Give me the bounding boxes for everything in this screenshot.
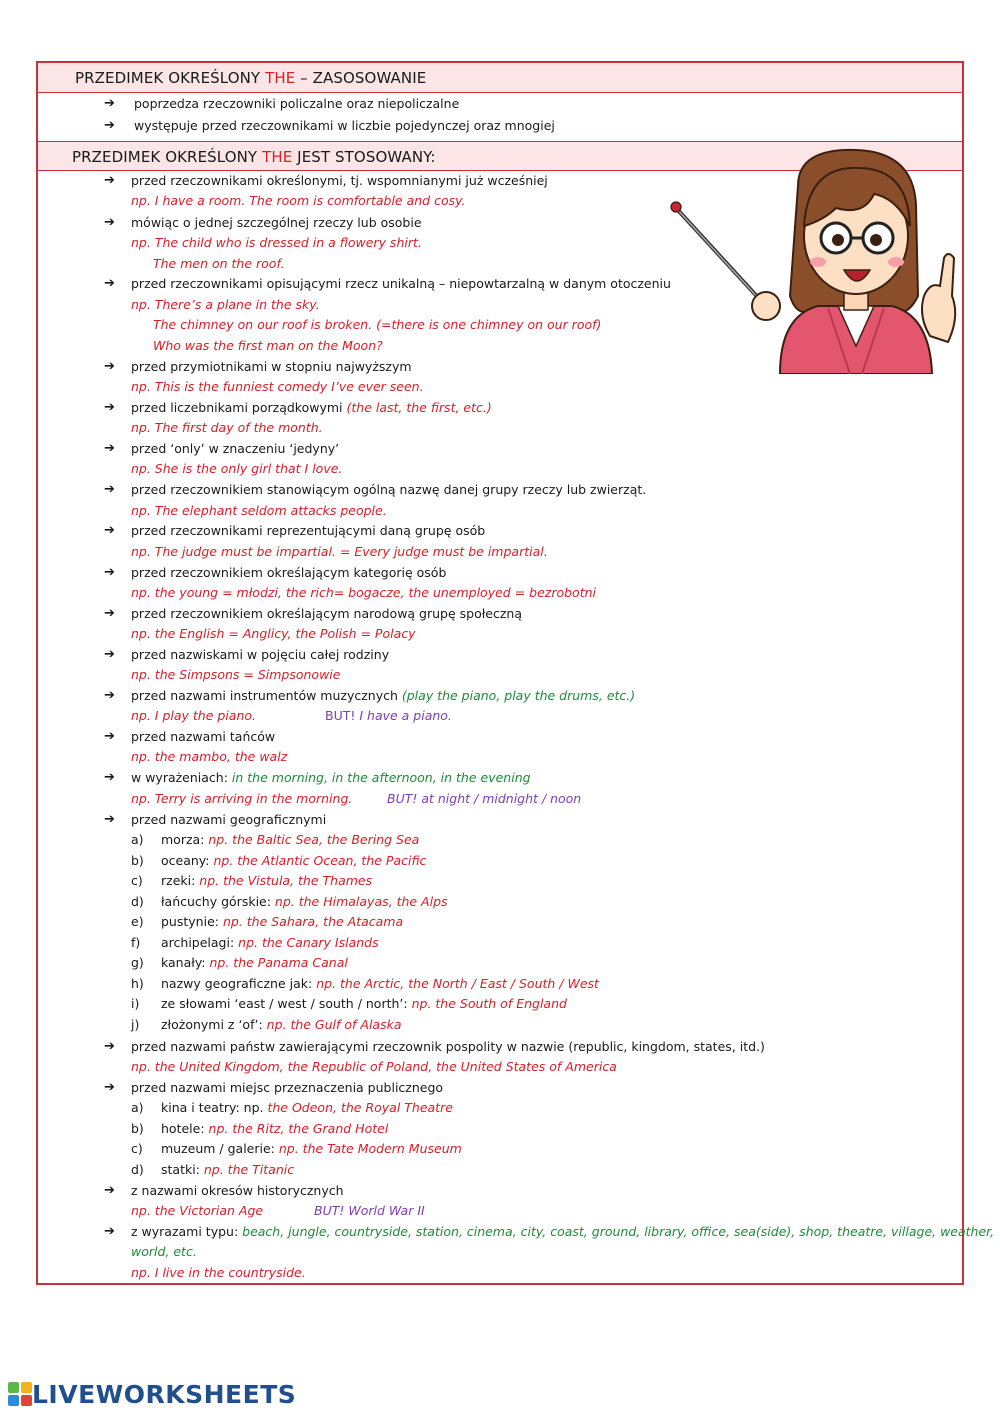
rule-example: np. the young = młodzi, the rich= bogacze, the unemployed = bezrobotni <box>131 585 597 600</box>
rule-exception: BUT! World War II <box>314 1203 425 1218</box>
arrow-icon: ➔ <box>104 441 115 456</box>
rule-text: przed rzeczownikiem określającym narodową grupę społeczną <box>131 606 522 621</box>
arrow-icon: ➔ <box>104 606 115 621</box>
sub-item-letter: b) <box>131 1120 144 1136</box>
intro-item: występuje przed rzeczownikami w liczbie pojedynczej oraz mnogiej <box>134 118 555 133</box>
header-text-end: – ZASOSOWANIE <box>295 69 427 87</box>
arrow-icon: ➔ <box>104 276 115 291</box>
sub-item-letter: i) <box>131 996 140 1011</box>
sub-item <box>161 954 348 972</box>
arrow-icon: ➔ <box>104 359 115 374</box>
rule-exception <box>325 707 452 725</box>
rule-example: np. I have a room. The room is comfortable and cosy. <box>131 193 466 208</box>
sub-item-letter: a) <box>131 832 144 847</box>
sub-item <box>161 1161 294 1179</box>
rule-text: przed nazwami miejsc przeznaczenia publicznego <box>131 1080 444 1095</box>
rule-text <box>131 399 492 417</box>
sub-item-label: muzeum / galerie: <box>161 1141 279 1156</box>
sub-item-letter: h) <box>131 975 144 991</box>
sub-item-letter: j) <box>131 1016 140 1032</box>
rule-text-main: przed nazwami instrumentów muzycznych <box>131 688 402 703</box>
sub-item-letter: f) <box>131 934 141 950</box>
sub-item-letter: g) <box>131 955 144 970</box>
sub-item <box>161 995 567 1013</box>
rule-example: np. the United Kingdom, the Republic of Poland, the United States of America <box>131 1059 617 1074</box>
sub-item-example: np. the Panama Canal <box>209 955 348 970</box>
sub-item-example: the Odeon, the Royal Theatre <box>267 1100 453 1115</box>
rule-example: The men on the roof. <box>153 256 285 271</box>
rule-example: np. the English = Anglicy, the Polish = Polacy <box>131 626 416 641</box>
arrow-icon: ➔ <box>104 1080 115 1095</box>
arrow-icon: ➔ <box>104 523 115 538</box>
logo-blocks-icon <box>8 1382 32 1406</box>
but-example: I have a piano. <box>359 708 452 723</box>
header-zastosowanie <box>38 63 962 93</box>
header-the: THE <box>262 148 293 166</box>
sub-item-label: archipelagi: <box>161 934 239 950</box>
sub-item-letter: e) <box>131 914 144 929</box>
sub-item-letter: a) <box>131 1100 144 1115</box>
sub-item-label: statki: <box>161 1161 204 1177</box>
header-text: PRZEDIMEK OKREŚLONY <box>72 148 263 166</box>
sub-item <box>161 975 599 993</box>
sub-item-label: ze słowami ‘east / west / south / north’: <box>161 996 412 1011</box>
sub-item-label: morza: <box>161 832 209 847</box>
sub-item-letter: b) <box>131 852 144 868</box>
sub-item-example: np. the Gulf of Alaska <box>266 1016 402 1032</box>
arrow-icon: ➔ <box>104 812 115 827</box>
arrow-icon: ➔ <box>104 173 115 188</box>
rule-text: przed nazwiskami w pojęciu całej rodziny <box>131 647 390 662</box>
rule-example: np. the Victorian Age <box>131 1203 264 1218</box>
sub-item-example: np. the Tate Modern Museum <box>278 1141 462 1156</box>
rule-text-main: z wyrazami typu: <box>131 1224 243 1239</box>
sub-item-example: np. the Titanic <box>203 1161 295 1177</box>
rule-text: przed rzeczownikiem stanowiącym ogólną nazwę danej grupy rzeczy lub zwierząt. <box>131 482 647 497</box>
header-the: THE <box>265 69 296 87</box>
arrow-icon: ➔ <box>104 215 115 230</box>
sub-item-letter: c) <box>131 873 143 888</box>
rule-text-note: (play the piano, play the drums, etc.) <box>401 688 636 703</box>
sub-item-example: np. the Atlantic Ocean, the Pacific <box>213 852 427 868</box>
rule-example: np. I live in the countryside. <box>131 1265 306 1280</box>
rule-example: np. Terry is arriving in the morning. <box>131 791 353 806</box>
rule-exception: BUT! at night / midnight / noon <box>387 791 582 806</box>
sub-item <box>161 1099 453 1117</box>
arrow-icon: ➔ <box>104 729 115 744</box>
sub-item-label: nazwy geograficzne jak: <box>161 975 317 991</box>
rule-text <box>131 687 635 705</box>
sub-item <box>161 831 419 849</box>
sub-item-example: np. the Himalayas, the Alps <box>274 893 448 909</box>
arrow-icon: ➔ <box>104 565 115 580</box>
rule-text: przed rzeczownikami opisującymi rzecz unikalną – niepowtarzalną w danym otoczeniu <box>131 276 671 291</box>
header-text-end: JEST STOSOWANY: <box>292 148 436 166</box>
sub-item <box>161 1016 402 1034</box>
rule-text: przed nazwami państw zawierającymi rzeczownik pospolity w nazwie (republic, kingdom, states, itd.) <box>131 1039 765 1054</box>
rule-text: z nazwami okresów historycznych <box>131 1183 344 1198</box>
rule-example: Who was the first man on the Moon? <box>153 338 383 353</box>
rule-example: np. The elephant seldom attacks people. <box>131 503 387 518</box>
sub-item-label: kina i teatry: np. <box>161 1100 268 1115</box>
sub-item-label: pustynie: <box>161 914 223 929</box>
rule-text: przed ‘only’ w znaczeniu ‘jedyny’ <box>131 441 340 456</box>
teacher-illustration <box>668 146 960 374</box>
sub-item <box>161 934 379 952</box>
rule-text <box>131 769 531 787</box>
rule-text-main: w wyrażeniach: <box>131 770 232 785</box>
sub-item-letter: d) <box>131 893 144 909</box>
sub-item-example: np. the Sahara, the Atacama <box>222 914 404 929</box>
rule-example: np. the mambo, the walz <box>131 749 288 764</box>
sub-item <box>161 1120 388 1138</box>
header-text: PRZEDIMEK OKREŚLONY <box>75 69 266 87</box>
sub-item-letter: c) <box>131 1141 143 1156</box>
rule-example: np. She is the only girl that I love. <box>131 461 343 476</box>
rule-example: np. the Simpsons = Simpsonowie <box>131 667 341 682</box>
rule-text-main: przed liczebnikami porządkowymi <box>131 400 347 415</box>
sub-item-example: np. the Arctic, the North / East / South / West <box>316 975 599 991</box>
sub-item <box>161 1140 462 1158</box>
arrow-icon: ➔ <box>104 770 115 785</box>
arrow-icon: ➔ <box>104 1183 115 1198</box>
rule-text: przed rzeczownikami określonymi, tj. wspomnianymi już wcześniej <box>131 173 548 188</box>
rule-example: np. The first day of the month. <box>131 420 323 435</box>
but-label: BUT! <box>325 708 360 723</box>
rule-example: The chimney on our roof is broken. (=there is one chimney on our roof) <box>153 317 602 332</box>
rule-text: przed nazwami tańców <box>131 729 276 744</box>
rule-text: przed rzeczownikami reprezentującymi daną grupę osób <box>131 523 486 538</box>
rule-text-note: world, etc. <box>131 1244 197 1259</box>
arrow-icon: ➔ <box>104 118 115 133</box>
sub-item-label: oceany: <box>161 852 214 868</box>
liveworksheets-logo <box>8 1380 296 1408</box>
sub-item <box>161 913 403 931</box>
arrow-icon: ➔ <box>104 400 115 415</box>
sub-item-example: np. the South of England <box>411 996 567 1011</box>
sub-item <box>161 893 448 911</box>
sub-item-label: rzeki: <box>161 873 200 888</box>
rule-example: np. I play the piano. <box>131 708 256 723</box>
rule-text: przed rzeczownikiem określającym kategorię osób <box>131 565 447 580</box>
rule-text-note: in the morning, in the afternoon, in the evening <box>231 770 531 785</box>
arrow-icon: ➔ <box>104 1224 115 1239</box>
rule-example: np. The child who is dressed in a flowery shirt. <box>131 235 422 250</box>
rule-example: np. This is the funniest comedy I’ve ever seen. <box>131 379 424 394</box>
sub-item-example: np. the Baltic Sea, the Bering Sea <box>208 832 420 847</box>
rule-example: np. The judge must be impartial. = Every judge must be impartial. <box>131 544 548 559</box>
arrow-icon: ➔ <box>104 482 115 497</box>
rule-text-note: beach, jungle, countryside, station, cinema, city, coast, ground, library, office, sea(side), shop, theatre, village, weather, <box>242 1224 995 1239</box>
rule-text: przed przymiotnikami w stopniu najwyższym <box>131 359 412 374</box>
sub-item-label: łańcuchy górskie: <box>161 893 275 909</box>
sub-item-example: np. the Canary Islands <box>238 934 379 950</box>
sub-item-letter: d) <box>131 1161 144 1177</box>
sub-item-example: np. the Vistula, the Thames <box>199 873 373 888</box>
arrow-icon: ➔ <box>104 1039 115 1054</box>
rule-text: mówiąc o jednej szczególnej rzeczy lub osobie <box>131 215 422 230</box>
arrow-icon: ➔ <box>104 647 115 662</box>
sub-item-label: złożonymi z ‘of’: <box>161 1016 267 1032</box>
rule-text: przed nazwami geograficznymi <box>131 812 327 827</box>
sub-item-example: np. the Ritz, the Grand Hotel <box>208 1120 389 1136</box>
rule-example: np. There’s a plane in the sky. <box>131 297 320 312</box>
logo-text: LIVEWORKSHEETS <box>32 1379 297 1409</box>
sub-item <box>161 872 372 890</box>
rule-text <box>131 1223 994 1241</box>
sub-item-label: hotele: <box>161 1120 209 1136</box>
rule-text-note: (the last, the first, etc.) <box>346 400 492 415</box>
sub-item <box>161 852 426 870</box>
arrow-icon: ➔ <box>104 688 115 703</box>
intro-item: poprzedza rzeczowniki policzalne oraz niepoliczalne <box>134 96 460 111</box>
arrow-icon: ➔ <box>104 96 115 111</box>
sub-item-label: kanały: <box>161 955 210 970</box>
